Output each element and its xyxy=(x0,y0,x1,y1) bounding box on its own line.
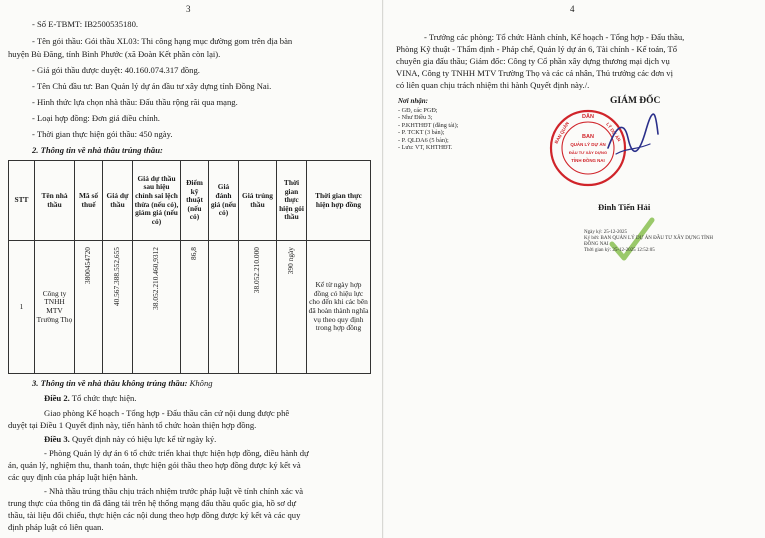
seal-ring-left: BAN QUẢN xyxy=(553,120,570,145)
document-page-right xyxy=(384,0,765,538)
article-3-continued: chuyên gia đấu thầu; Giám đốc: Công ty Cổ phần xây dựng thương mại dịch vụ xyxy=(396,56,670,66)
col-header-tech-score: Điểm kỹ thuật (nếu có) xyxy=(181,161,209,241)
signer-title: GIÁM ĐỐC xyxy=(610,96,661,106)
article-3-text: án, quản lý, nghiệm thu, thanh toán, thực hiện gói thầu theo hợp đồng được ký kết và xyxy=(8,460,301,470)
seal-center-line: TỈNH ĐỒNG NAI xyxy=(571,158,605,163)
section-3-value: Không xyxy=(189,378,213,388)
recipient-item: - P. TCKT (3 bản); xyxy=(398,129,445,137)
package-duration: - Thời gian thực hiện gói thầu: 450 ngày. xyxy=(32,129,173,139)
article-3-title: Quyết định này có hiệu lực kể từ ngày ký. xyxy=(71,434,217,444)
article-3-text: trung thực của thông tin đã đăng tải trên hệ thống mạng đấu thầu quốc gia, hồ sơ dự xyxy=(8,498,297,508)
signer-name: Đinh Tiến Hải xyxy=(598,202,651,212)
handwritten-signature-icon xyxy=(602,108,662,168)
package-name-cont: huyện Bù Đăng, tỉnh Bình Phước (xã Đoàn Kết phần còn lại). xyxy=(8,49,221,59)
contract-type: - Loại hợp đồng: Đơn giá điều chỉnh. xyxy=(32,113,160,123)
recipient-item: - P.KHTHĐT (đăng tải); xyxy=(398,121,459,129)
cell-bid-price: 40.567.388.552,655 xyxy=(112,247,122,307)
seal-center-line: QUẢN LÝ DỰ ÁN xyxy=(570,142,606,147)
cell-bid-price-wrap xyxy=(103,241,133,374)
cell-contract-duration: Kể từ ngày hợp đồng có hiệu lực cho đến khi các bên đã hoàn thành nghĩa vụ theo quy định trong hợp đồng xyxy=(307,241,371,374)
cell-name: Công ty TNHH MTV Trường Thọ xyxy=(35,241,75,374)
cell-eval-price xyxy=(209,241,239,374)
article-3-continued: VINA, Công ty TNHH MTV Trường Thọ và các cá nhân, Thủ trưởng các đơn vị xyxy=(396,68,673,78)
investor-name: - Tên Chủ đầu tư: Ban Quản lý dự án đầu tư xây dựng tỉnh Đồng Nai. xyxy=(32,81,272,91)
article-2-label: Điều 2. xyxy=(44,393,70,403)
article-3-text: - Nhà thầu trúng thầu chịu trách nhiệm trước pháp luật về tính chính xác và xyxy=(44,486,304,496)
article-3-label: Điều 3. xyxy=(44,434,70,444)
tbmt-number: - Số E-TBMT: IB2500535180. xyxy=(32,19,139,29)
cell-adjusted-price: 38.052.210.460,9312 xyxy=(151,247,161,310)
recipients-list xyxy=(398,107,458,151)
recipient-item: - GĐ, các PGĐ; xyxy=(398,107,438,114)
article-3-continued: có liên quan chịu trách nhiệm thi hành Quyết định này./. xyxy=(396,80,590,90)
recipient-item: - Như Điều 3; xyxy=(398,114,433,122)
recipient-item: - Lưu: VT, KHTHĐT. xyxy=(398,144,453,152)
cell-tax-code: 3800454720 xyxy=(83,247,93,284)
article-2-line xyxy=(44,393,136,404)
digital-signature-line: ĐỒNG NAI xyxy=(584,242,609,247)
article-2-text: duyệt tại Điều 1 Quyết định này, tiến hành tổ chức hoàn thiện hợp đồng. xyxy=(8,420,257,430)
article-3-text: các quy định của pháp luật hiện hành. xyxy=(8,472,138,482)
article-3-continued: Phòng Kỹ thuật - Thẩm định - Pháp chế, Quản lý dự án 6, Tài chính - Kế toán, Tổ xyxy=(396,44,678,54)
selection-method: - Hình thức lựa chọn nhà thầu: Đấu thầu rộng rãi qua mạng. xyxy=(32,97,238,107)
col-header-stt: STT xyxy=(9,161,35,241)
seal-center-line: ĐẦU TƯ XÂY DỰNG xyxy=(568,150,608,155)
cell-tax-code-wrap xyxy=(75,241,103,374)
digital-signature-line: Ngày ký: 25-12-2025 xyxy=(584,230,628,235)
col-header-adjusted-price: Giá dự thầu sau hiệu chỉnh sai lệch thừa (nếu có), giảm giá (nếu có) xyxy=(133,161,181,241)
article-2-text: Giao phòng Kế hoạch - Tổng hợp - Đấu thầu căn cứ nội dung được phê xyxy=(44,408,290,418)
winning-bidder-table xyxy=(8,160,371,374)
cell-award-price-wrap xyxy=(239,241,277,374)
seal-top-text: DÂN xyxy=(582,114,594,120)
cell-tech-score: 86,8 xyxy=(189,247,199,260)
section-3-heading: 3. Thông tin về nhà thầu không trúng thầu: xyxy=(32,378,188,388)
col-header-bid-price: Giá dự thầu xyxy=(103,161,133,241)
seal-center-line: BAN xyxy=(582,134,594,140)
col-header-name: Tên nhà thầu xyxy=(35,161,75,241)
digital-signature-info xyxy=(584,230,713,254)
recipient-item: - P. QLDA6 (5 bản); xyxy=(398,136,449,144)
package-name: - Tên gói thầu: Gói thầu XL03: Thi công hạng mục đường gom trên địa bàn xyxy=(32,36,293,46)
col-header-package-duration: Thời gian thực hiện gói thầu xyxy=(277,161,307,241)
page-number: 4 xyxy=(570,4,575,14)
cell-package-duration: 390 ngày xyxy=(286,247,296,275)
article-3-continued: - Trưởng các phòng: Tổ chức Hành chính, Kế hoạch - Tổng hợp - Đấu thầu, xyxy=(424,32,685,42)
col-header-contract-duration: Thời gian thực hiện hợp đồng xyxy=(307,161,371,241)
section-2-heading: 2. Thông tin về nhà thầu trúng thầu: xyxy=(32,145,163,155)
digital-signature-line: Ký bởi: BAN QUẢN LÝ DỰ ÁN ĐẦU TƯ XÂY DỰNG TỈNH xyxy=(584,236,714,241)
digital-signature-line: Thời gian ký: 25-12-2025 12:52:05 xyxy=(584,248,655,253)
cell-award-price: 38.052.210.000 xyxy=(252,247,262,294)
page-number: 3 xyxy=(186,4,191,14)
col-header-eval-price: Giá đánh giá (nếu có) xyxy=(209,161,239,241)
article-3-line xyxy=(44,434,216,445)
approved-price: - Giá gói thầu được duyệt: 40.160.074.317 đồng. xyxy=(32,65,200,75)
table-row xyxy=(9,241,371,374)
col-header-tax-code: Mã số thuế xyxy=(75,161,103,241)
section-3-line xyxy=(32,378,213,389)
seal-ring-right: LÝ DỰ ÁN xyxy=(605,121,622,143)
cell-adjusted-price-wrap xyxy=(133,241,181,374)
table-header-row xyxy=(9,161,371,241)
article-3-text: thầu, tài liệu đối chiếu, thực hiện các nội dung theo hợp đồng được ký kết và các quy xyxy=(8,510,301,520)
cell-tech-score-wrap xyxy=(181,241,209,374)
article-2-title: Tổ chức thực hiện. xyxy=(71,393,137,403)
cell-stt: 1 xyxy=(9,241,35,374)
article-3-text: định pháp luật có liên quan. xyxy=(8,522,104,532)
cell-package-duration-wrap xyxy=(277,241,307,374)
col-header-award-price: Giá trúng thầu xyxy=(239,161,277,241)
article-3-text: - Phòng Quản lý dự án 6 tổ chức triển khai thực hiện hợp đồng, điều hành dự xyxy=(44,448,309,458)
recipients-title: Nơi nhận: xyxy=(398,97,429,105)
